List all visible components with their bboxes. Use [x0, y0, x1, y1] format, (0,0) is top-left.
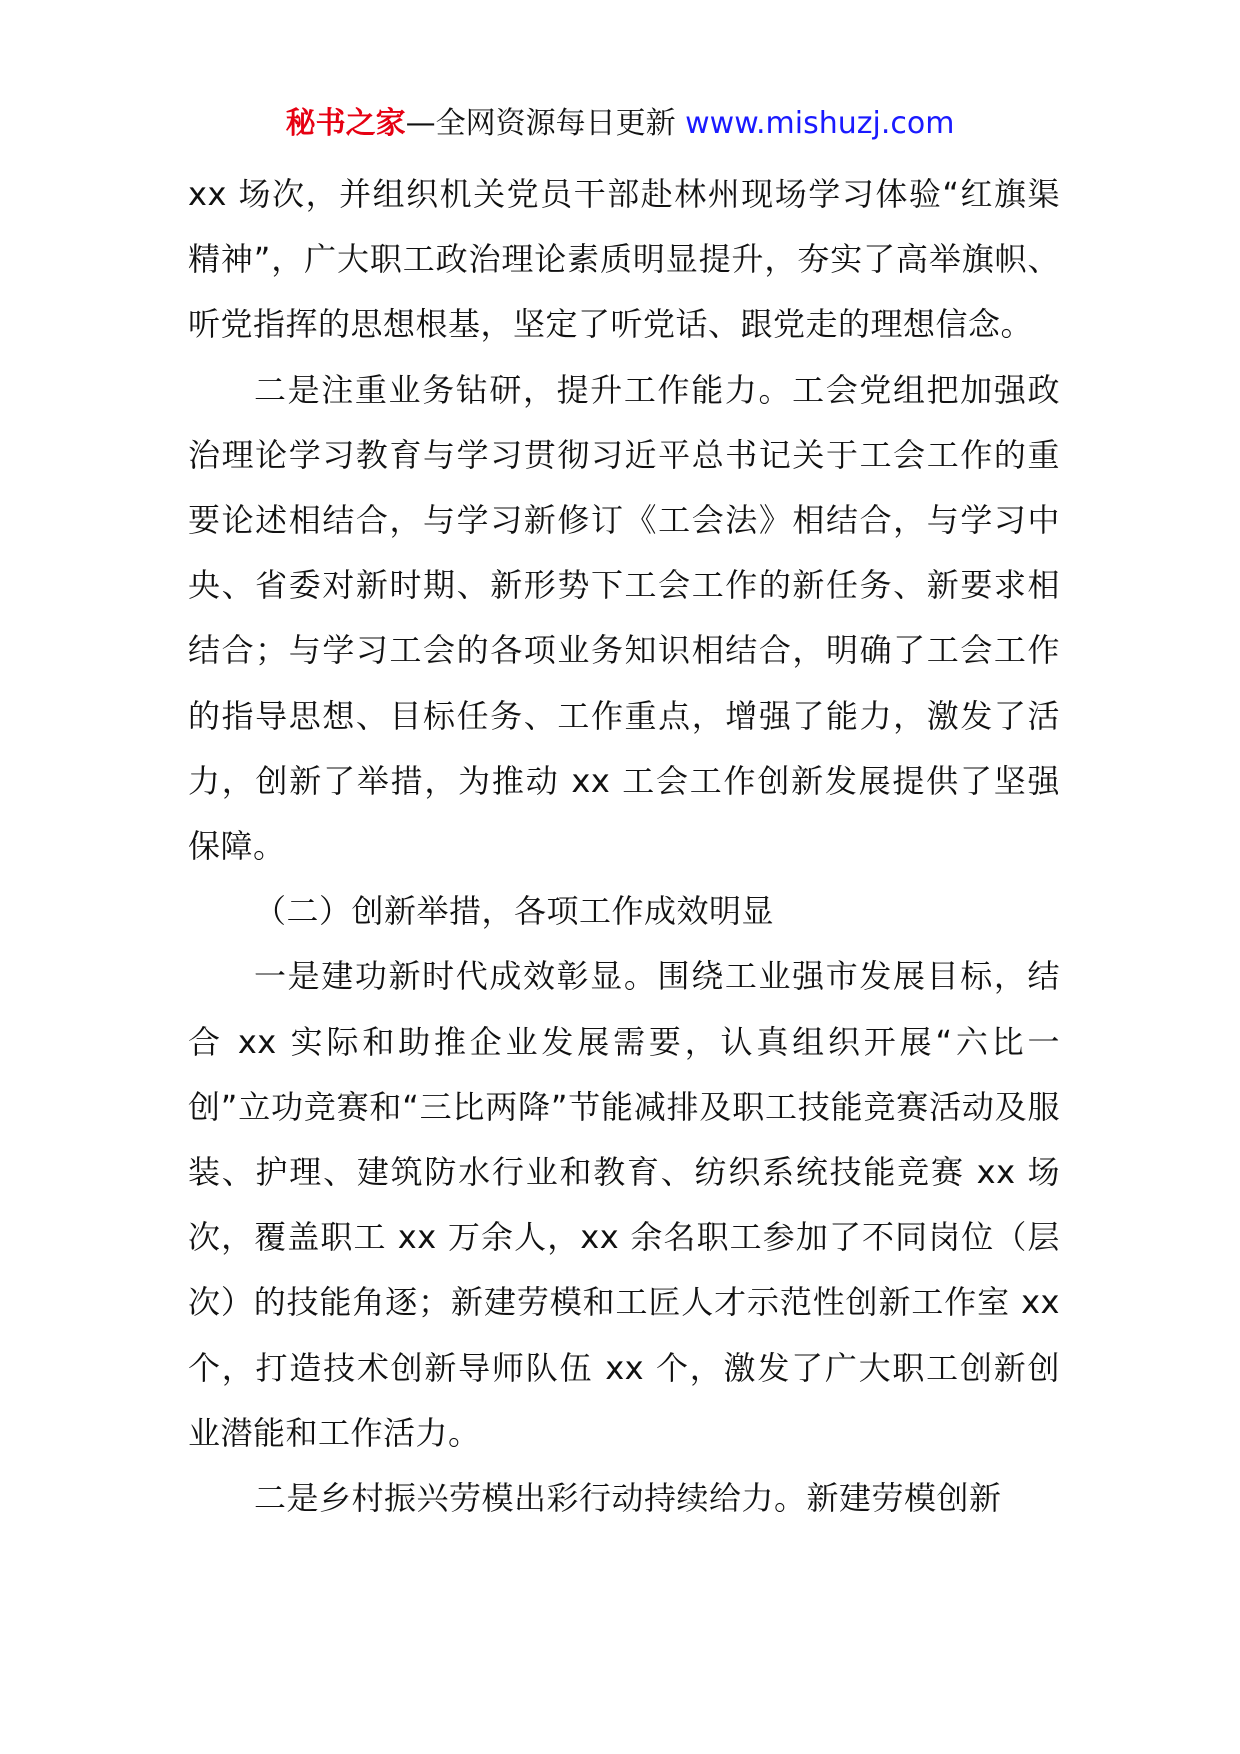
- section-heading: （二）创新举措，各项工作成效明显: [254, 892, 775, 931]
- paragraph-business-study: 二是注重业务钻研，提升工作能力。工会党组把加强政治理论学习教育与学习贯彻习近平总书记关于工会工作的重要论述相结合，与学习新修订《工会法》相结合，与学习中央、省委对新时期、新形势下工会工作的新任务、新要求相结合；与学习工会的各项业务知识相结合，明确了工会工作的指导思想、目标任务、工作重点，增强了能力，激发了活力，创新了举措，为推动 xx 工会工作创新发展提供了坚强保障。: [188, 370, 1060, 866]
- paragraph-rural-revitalization: 二是乡村振兴劳模出彩行动持续给力。新建劳模创新: [254, 1479, 1002, 1518]
- paragraph-continued: xx 场次，并组织机关党员干部赴林州现场学习体验“红旗渠精神”，广大职工政治理论素质明显提升，夯实了高举旗帜、听党指挥的思想根基，坚定了听党话、跟党走的理想信念。: [188, 175, 1060, 344]
- document-body: [188, 162, 1060, 1531]
- site-url-link[interactable]: www.mishuzj.com: [685, 106, 955, 141]
- site-brand: 秘书之家: [285, 106, 406, 141]
- paragraph-new-era: 一是建功新时代成效彰显。围绕工业强市发展目标，结合 xx 实际和助推企业发展需要，认真组织开展“六比一创”立功竞赛和“三比两降”节能减排及职工技能竞赛活动及服装、护理、建筑防水行业和教育、纺织系统技能竞赛 xx 场次，覆盖职工 xx 万余人，xx 余名职工参加了不同岗位（层次）的技能角逐；新建劳模和工匠人才示范性创新工作室 xx 个，打造技术创新导师队伍 xx 个，激发了广大职工创新创业潜能和工作活力。: [188, 957, 1060, 1452]
- site-slogan: —全网资源每日更新: [405, 106, 686, 141]
- page-header: [0, 98, 1240, 150]
